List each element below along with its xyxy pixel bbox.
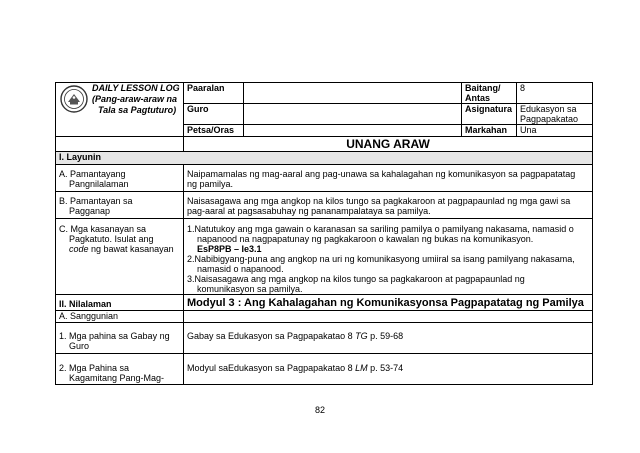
pamantayang-text-line2: ng pamilya. [187,179,234,189]
sanggunian-title: A. Sanggunian [56,311,184,323]
pagganap-label [56,192,184,219]
markahan-label: Markahan [462,125,517,137]
kasanayan-item-2 [187,254,589,274]
markahan-value: Una [517,125,593,137]
kasanayan-label-line3 [59,244,180,254]
kagamitan-label [56,354,184,385]
kasanayan-item-2-line1: Nabibigyang-puna ang angkop na uri ng komunikasyong umiiral sa isang pamilyang nakasama, [194,254,575,264]
pamantayang-row [56,165,593,192]
baitang-label: Baitang/ Antas [462,83,517,104]
deped-seal-icon [60,85,88,113]
day-title-blank [56,137,184,152]
gabay-text [184,323,593,354]
kagamitan-text-lm: LM [355,363,368,373]
sanggunian-blank [184,311,593,323]
guro-label: Guro [184,104,244,125]
pamantayang-label-line1: A. Pamantayang [59,169,126,179]
pamantayang-text [184,165,593,192]
kasanayan-label-line3-rest: ng bawat kasanayan [88,244,174,254]
gabay-text-tg: TG [355,331,368,341]
gabay-label-line1: 1. Mga pahina sa Gabay ng [59,331,170,341]
kagamitan-row [56,354,593,385]
kasanayan-item-3-num: 3. [187,274,195,284]
kasanayan-item-1-num: 1. [187,224,195,234]
header-row-1 [56,83,593,104]
gabay-label [56,323,184,354]
pagganap-label-line1: B. Pamantayan sa [59,196,133,206]
kasanayan-label-line2: Pagkatuto. Isulat ang [69,234,154,244]
kagamitan-label-line1: 2. Mga Pahina sa [59,363,130,373]
kasanayan-item-1 [187,224,589,244]
modyul-title: Modyul 3 : Ang Kahalagahan ng Komunikasyonsa Pagpapatatag ng Pamilya [184,295,593,311]
pagganap-row [56,192,593,219]
layunin-section-row [56,152,593,165]
kagamitan-text-pre: Modyul saEdukasyon sa Pagpapakatao 8 [187,363,356,373]
pagganap-text-line2: pag-aaral at pagsasabuhay ng pananampalataya sa pamilya. [187,206,431,216]
asignatura-label: Asignatura [462,104,517,125]
kasanayan-item-2-num: 2. [187,254,195,264]
pagganap-text-line1: Naisasagawa ang mga angkop na kilos tungo sa pagkakaroon at pagpapaunlad ng mga gawi sa [187,196,571,206]
kasanayan-item-1-line1: Natutukoy ang mga gawain o karanasan sa sariling pamilya o pamilyang nakasama, namasid o [194,224,574,234]
kasanayan-item-3-line1: Naisasagawa ang mga angkop na kilos tungo sa pagkakaroon at pagpapaunlad ng [194,274,525,284]
kasanayan-item-1-line2: napanood na nagpapatunay ng pagkakaroon o kawalan ng bukas na komunikasyon. [197,234,534,244]
nilalaman-row [56,295,593,311]
gabay-text-post: p. 59-68 [367,331,404,341]
lesson-log-page [55,82,592,385]
kagamitan-text-post: p. 53-74 [367,363,404,373]
kagamitan-label-line2: Kagamitang Pang-Mag- [69,373,165,383]
gabay-row [56,323,593,354]
paaralan-value [244,83,462,104]
nilalaman-title: II. Nilalaman [56,295,184,311]
page-number: 82 [314,405,325,415]
pamantayang-label [56,165,184,192]
kasanayan-item-3-line2: komunikasyon sa pamilya. [197,284,303,294]
gabay-label-line2: Guro [69,341,90,351]
pamantayang-text-line1: Naipamamalas ng mag-aaral ang pag-unawa sa kahalagahan ng komunikasyon sa pagpapatatag [187,169,576,179]
dll-title-line2: (Pang-araw-araw na [92,94,178,104]
kasanayan-item-3 [187,274,589,294]
sanggunian-row [56,311,593,323]
kasanayan-row [56,219,593,295]
kasanayan-label [56,219,184,295]
dll-title-line3: Tala sa Pagtuturo) [98,105,177,115]
guro-value [244,104,462,125]
kasanayan-list [184,219,593,295]
pagganap-label-line2: Pagganap [69,206,111,216]
code-word: code [69,244,89,254]
layunin-title: I. Layunin [56,152,593,165]
dll-title-line1: DAILY LESSON LOG [92,83,180,93]
kasanayan-code: EsP8PB – Ie3.1 [197,244,262,254]
dll-title-cell [56,83,184,137]
day-title: UNANG ARAW [184,137,593,152]
day-title-row [56,137,593,152]
pamantayang-label-line2: Pangnilalaman [69,179,129,189]
kasanayan-label-line1: C. Mga kasanayan sa [59,224,147,234]
kasanayan-item-2-line2: namasid o napanood. [197,264,284,274]
gabay-text-pre: Gabay sa Edukasyon sa Pagpapakatao 8 [187,331,356,341]
asignatura-value: Edukasyon sa Pagpapakatao [517,104,593,125]
pagganap-text [184,192,593,219]
petsa-label: Petsa/Oras [184,125,244,137]
baitang-value: 8 [517,83,593,104]
kagamitan-text [184,354,593,385]
lesson-log-table [55,82,593,385]
paaralan-label: Paaralan [184,83,244,104]
petsa-value [244,125,462,137]
